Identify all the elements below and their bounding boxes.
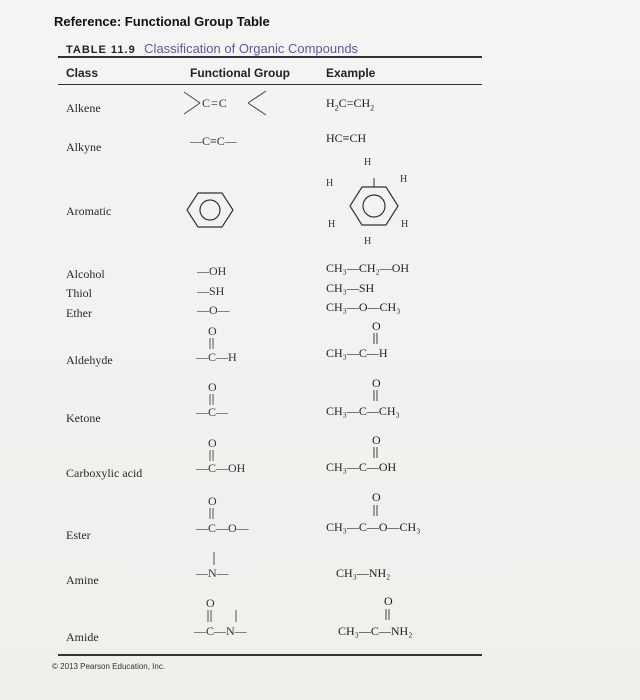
alcohol-example: CH₃—CH₂—OH <box>326 261 410 275</box>
aldehyde-group-oxygen: O <box>208 324 217 338</box>
carboxylic-group: —C—OH <box>196 461 246 475</box>
amine-example: CH₃—NH₂ <box>336 566 391 580</box>
class-amide: Amide <box>66 630 99 644</box>
ester-example-oxygen: O <box>372 490 381 504</box>
thiol-group: —SH <box>197 284 225 298</box>
ketone-example-double-bond <box>372 390 380 402</box>
ketone-group: —C— <box>196 405 229 419</box>
aromatic-h-top-right: H <box>400 174 408 185</box>
column-header-functional-group: Functional Group <box>190 66 290 80</box>
table-label: TABLE 11.9 <box>66 44 136 56</box>
table-header-rule <box>58 84 482 85</box>
ester-group-oxygen: O <box>208 494 217 508</box>
aldehyde-example: CH₃—C—H <box>326 346 388 360</box>
ester-example: CH₃—C—O—CH₃ <box>326 520 421 534</box>
alcohol-group: —OH <box>197 264 227 278</box>
aromatic-h-bottom-left: H <box>328 219 336 230</box>
aromatic-h-bottom-right: H <box>401 219 409 230</box>
aldehyde-group: —C—H <box>196 350 237 364</box>
amide-example-oxygen: O <box>384 594 393 608</box>
ether-example: CH₃—O—CH₃ <box>326 300 401 314</box>
class-ketone: Ketone <box>66 411 101 425</box>
alkene-group-text: C=C <box>202 96 228 110</box>
ester-example-double-bond <box>372 505 380 517</box>
class-aldehyde: Aldehyde <box>66 353 113 367</box>
table-top-rule <box>58 56 482 58</box>
amine-group-bond <box>211 552 217 566</box>
alkyne-group: —C≡C— <box>190 134 237 148</box>
class-carboxylic-acid: Carboxylic acid <box>66 466 143 480</box>
ester-group: —C—O— <box>196 521 249 535</box>
amide-group: —C—N— <box>194 624 247 638</box>
column-header-class: Class <box>66 66 99 80</box>
carboxylic-example-oxygen: O <box>372 433 381 447</box>
class-thiol: Thiol <box>66 286 92 300</box>
carboxylic-example-double-bond <box>372 447 380 459</box>
class-alkyne: Alkyne <box>66 140 102 154</box>
carboxylic-group-oxygen: O <box>208 436 217 450</box>
class-ester: Ester <box>66 528 91 542</box>
aldehyde-group-double-bond <box>208 338 216 350</box>
ketone-example-oxygen: O <box>372 376 381 390</box>
amine-group: —N— <box>196 566 229 580</box>
amide-example-double-bond <box>384 609 392 621</box>
table-bottom-rule <box>58 654 482 656</box>
table-heading: Classification of Organic Compounds <box>144 41 359 56</box>
amide-group-oxygen: O <box>206 596 215 610</box>
class-ether: Ether <box>66 306 92 320</box>
alkyne-example: HC≡CH <box>326 131 367 145</box>
ketone-example: CH₃—C—CH₃ <box>326 404 400 418</box>
carboxylic-example: CH₃—C—OH <box>326 460 397 474</box>
ether-group: —O— <box>197 303 230 317</box>
aromatic-h-top: H <box>364 157 372 168</box>
class-amine: Amine <box>66 573 99 587</box>
thiol-example: CH₃—SH <box>326 281 375 295</box>
aldehyde-example-oxygen: O <box>372 319 381 333</box>
column-header-example: Example <box>326 66 376 80</box>
aldehyde-example-double-bond <box>372 333 380 345</box>
amide-example: CH₃—C—NH₂ <box>338 624 413 638</box>
aromatic-h-bottom: H <box>364 236 372 247</box>
class-alkene: Alkene <box>66 101 101 115</box>
amide-group-bonds <box>206 610 242 623</box>
class-alcohol: Alcohol <box>66 267 105 281</box>
copyright-footer: © 2013 Pearson Education, Inc. <box>52 662 166 671</box>
aromatic-h-top-left: H <box>326 178 334 189</box>
reference-title: Reference: Functional Group Table <box>54 14 270 29</box>
ketone-group-oxygen: O <box>208 380 217 394</box>
ester-group-double-bond <box>208 508 216 520</box>
benzene-ring-icon <box>186 190 236 230</box>
alkene-example: $H_2C=CH_2$ <box>326 96 375 113</box>
benzene-example-ring-icon <box>346 178 402 234</box>
class-aromatic: Aromatic <box>66 204 112 218</box>
